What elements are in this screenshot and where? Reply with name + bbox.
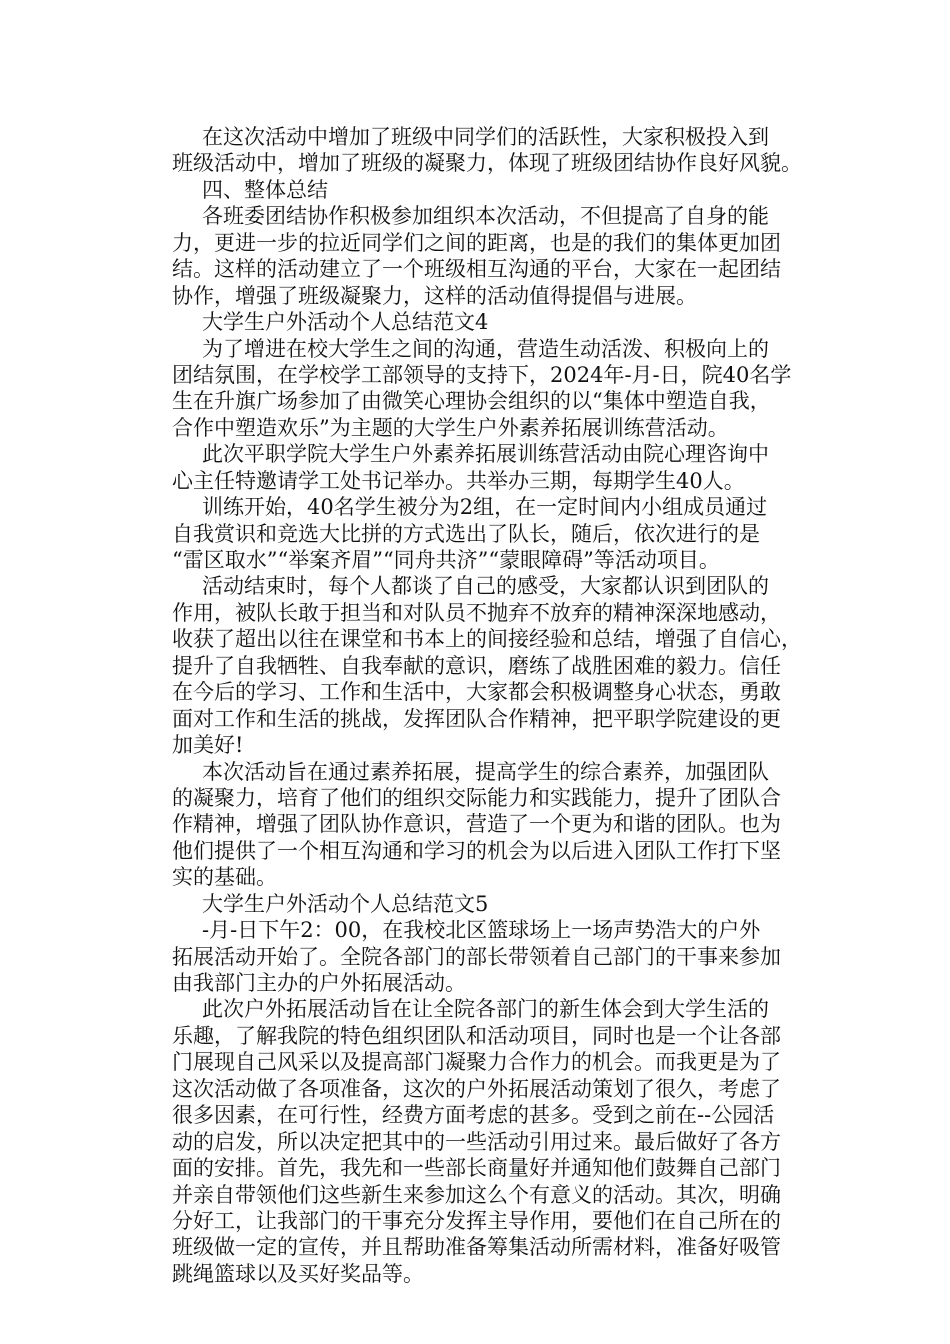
text-line: 作精神，增强了团队协作意识，营造了一个更为和谐的团队。也为 [172, 812, 781, 837]
text-line: 生在升旗广场参加了由微笑心理协会组织的以“集体中塑造自我， [172, 389, 771, 414]
text-line: 大学生户外活动个人总结范文4 [202, 310, 489, 335]
section-heading [172, 891, 812, 917]
text-line: 力，更进一步的拉近同学们之间的距离，也是的我们的集体更加团 [172, 230, 781, 255]
text-line: 拓展活动开始了。全院各部门的部长带领着自己部门的干事来参加 [172, 944, 781, 969]
text-line: 为了增进在校大学生之间的沟通，营造生动活泼、积极向上的 [202, 336, 769, 361]
text-line: 班级活动中，增加了班级的凝聚力，体现了班级团结协作良好风貌。 [172, 151, 802, 176]
text-line: 的凝聚力，培育了他们的组织交际能力和实践能力，提升了团队合 [172, 785, 781, 810]
text-line: 团结氛围，在学校学工部领导的支持下，2024年-月-日，院40名学 [172, 362, 792, 387]
text-line: 收获了超出以往在课堂和书本上的间接经验和总结，增强了自信心， [172, 627, 802, 652]
text-line: 协作，增强了班级凝聚力，这样的活动值得提倡与进展。 [172, 283, 697, 308]
paragraph [172, 917, 812, 996]
paragraph [172, 203, 812, 309]
text-line: 加美好! [172, 733, 244, 758]
paragraph [172, 573, 812, 758]
text-line: 提升了自我牺牲、自我奉献的意识，磨练了战胜困难的毅力。信任 [172, 653, 781, 678]
text-line: 他们提供了一个相互沟通和学习的机会为以后进入团队工作打下坚 [172, 838, 781, 863]
text-line: 动的启发，所以决定把其中的一些活动引用过来。最后做好了各方 [172, 1129, 781, 1154]
text-line: 自我赏识和竞选大比拼的方式选出了队长，随后，依次进行的是 [172, 521, 760, 546]
text-line: 四、整体总结 [202, 177, 328, 202]
document-body [172, 124, 812, 1287]
text-line: 实的基础。 [172, 865, 277, 890]
paragraph [172, 996, 812, 1287]
paragraph [172, 124, 812, 177]
text-line: 训练开始，40名学生被分为2组，在一定时间内小组成员通过 [202, 495, 768, 520]
text-line: 这次活动做了各项准备，这次的户外拓展活动策划了很久，考虑了 [172, 1076, 781, 1101]
text-line: 结。这样的活动建立了一个班级相互沟通的平台，大家在一起团结 [172, 257, 781, 282]
text-line: 各班委团结协作积极参加组织本次活动，不但提高了自身的能 [202, 204, 769, 229]
text-line: 合作中塑造欢乐”为主题的大学生户外素养拓展训练营活动。 [172, 415, 729, 440]
text-line: 并亲自带领他们这些新生来参加这么个有意义的活动。其次，明确 [172, 1182, 781, 1207]
text-line: 面对工作和生活的挑战，发挥团队合作精神，把平职学院建设的更 [172, 706, 781, 731]
section-heading [172, 177, 812, 203]
text-line: 此次平职学院大学生户外素养拓展训练营活动由院心理咨询中 [202, 442, 769, 467]
text-line: 在今后的学习、工作和生活中，大家都会积极调整身心状态，勇敢 [172, 680, 781, 705]
text-line: -月-日下午2：00，在我校北区篮球场上一场声势浩大的户外 [202, 918, 761, 943]
text-line: 跳绳篮球以及买好奖品等。 [172, 1261, 424, 1286]
text-line: 分好工，让我部门的干事充分发挥主导作用，要他们在自己所在的 [172, 1208, 781, 1233]
text-line: 由我部门主办的户外拓展活动。 [172, 971, 466, 995]
paragraph [172, 759, 812, 891]
text-line: “雷区取水”“举案齐眉”“同舟共济”“蒙眼障碍”等活动项目。 [172, 548, 720, 572]
section-heading [172, 309, 812, 335]
text-line: 此次户外拓展活动旨在让全院各部门的新生体会到大学生活的 [202, 997, 769, 1022]
paragraph [172, 336, 812, 442]
text-line: 大学生户外活动个人总结范文5 [202, 891, 489, 916]
text-line: 活动结束时，每个人都谈了自己的感受，大家都认识到团队的 [202, 574, 769, 599]
text-line: 心主任特邀请学工处书记举办。共举办三期，每期学生40人。 [172, 468, 745, 493]
paragraph [172, 494, 812, 573]
paragraph [172, 441, 812, 494]
text-line: 作用，被队长敢于担当和对队员不抛弃不放弃的精神深深地感动， [172, 600, 781, 625]
text-line: 乐趣，了解我院的特色组织团队和活动项目，同时也是一个让各部 [172, 1023, 781, 1048]
text-line: 门展现自己风采以及提高部门凝聚力合作力的机会。而我更是为了 [172, 1050, 781, 1075]
text-line: 很多因素，在可行性，经费方面考虑的甚多。受到之前在--公园活 [172, 1103, 775, 1128]
text-line: 在这次活动中增加了班级中同学们的活跃性，大家积极投入到 [202, 125, 769, 149]
text-line: 班级做一定的宣传，并且帮助准备筹集活动所需材料，准备好吸管 [172, 1235, 781, 1260]
text-line: 面的安排。首先，我先和一些部长商量好并通知他们鼓舞自己部门 [172, 1156, 781, 1181]
text-line: 本次活动旨在通过素养拓展，提高学生的综合素养，加强团队 [202, 759, 769, 784]
